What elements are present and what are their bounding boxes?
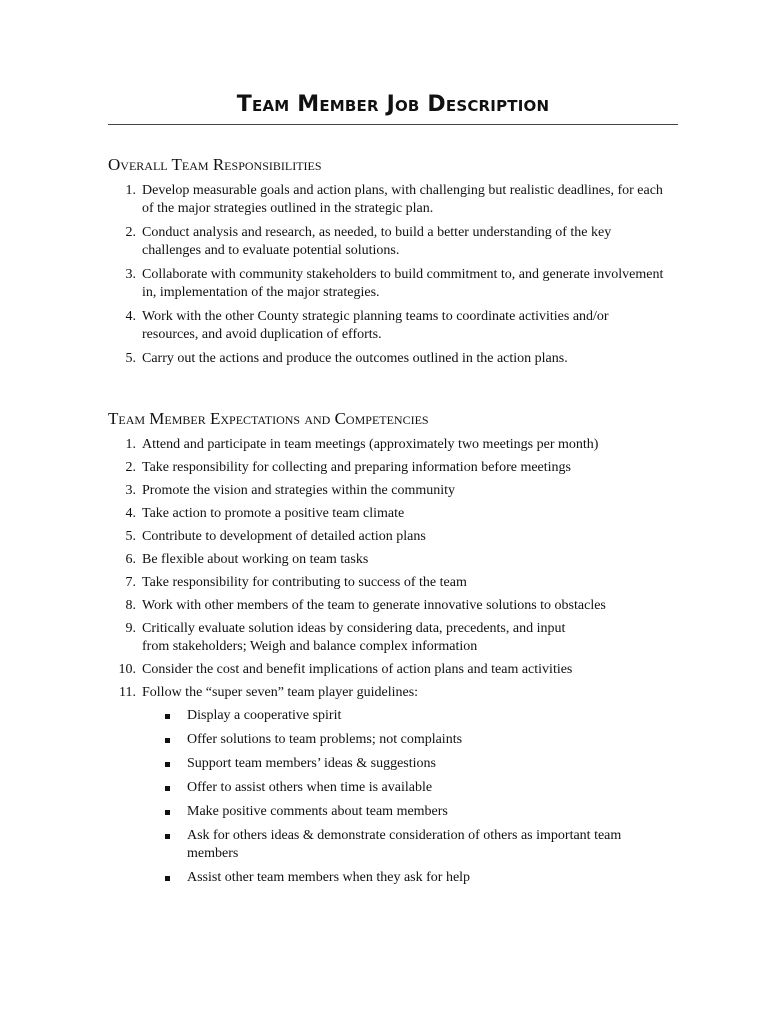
list-item-text: Take responsibility for contributing to success of the team — [142, 575, 467, 590]
list-item-text: Develop measurable goals and action plans, with challenging but realistic deadlines, for each of the major strategies outlined in the strategic plan. — [142, 183, 663, 216]
list-number: 6. — [125, 552, 136, 567]
square-bullet-icon — [165, 786, 170, 791]
list-item-text: Carry out the actions and produce the outcomes outlined in the action plans. — [142, 351, 568, 366]
list-item-text: Attend and participate in team meetings (approximately two meetings per month) — [142, 437, 599, 452]
super-seven-guidelines-list — [142, 707, 668, 887]
list-item-text: Work with other members of the team to generate innovative solutions to obstacles — [142, 598, 606, 613]
square-bullet-icon — [165, 714, 170, 719]
list-item — [108, 436, 668, 454]
list-item — [108, 482, 668, 500]
section-heading-expectations-competencies: Team Member Expectations and Competencies — [108, 409, 429, 428]
list-item — [108, 182, 668, 218]
section-heading-overall-responsibilities: Overall Team Responsibilities — [108, 155, 322, 174]
bullet-item — [142, 803, 668, 821]
list-item — [108, 574, 668, 592]
list-number: 9. — [125, 621, 136, 636]
overall-responsibilities-list — [108, 182, 668, 374]
square-bullet-icon — [165, 738, 170, 743]
bullet-item — [142, 755, 668, 773]
list-number: 1. — [125, 183, 136, 198]
bullet-item — [142, 779, 668, 797]
list-number: 3. — [125, 483, 136, 498]
list-item-text: Conduct analysis and research, as needed, to build a better understanding of the key challenges and to evaluate potential solutions. — [142, 225, 612, 258]
bullet-item-text: Ask for others ideas & demonstrate consideration of others as important team members — [187, 828, 622, 861]
list-item — [108, 684, 668, 887]
list-number: 8. — [125, 598, 136, 613]
list-item — [108, 597, 668, 615]
square-bullet-icon — [165, 762, 170, 767]
page-title: Team Member Job Description — [236, 92, 550, 117]
list-item-text: Contribute to development of detailed action plans — [142, 529, 426, 544]
list-item-text: Promote the vision and strategies within the community — [142, 483, 456, 498]
list-number: 4. — [125, 309, 136, 324]
list-item — [108, 224, 668, 260]
title-divider — [108, 124, 678, 125]
list-item — [108, 620, 668, 656]
bullet-item-text: Offer to assist others when time is available — [187, 780, 433, 795]
list-number: 2. — [125, 225, 136, 240]
list-number: 5. — [125, 351, 136, 366]
square-bullet-icon — [165, 810, 170, 815]
list-item — [108, 350, 668, 368]
list-number: 3. — [125, 267, 136, 282]
list-item-text: Take action to promote a positive team climate — [142, 506, 405, 521]
list-number: 1. — [125, 437, 136, 452]
list-item — [108, 266, 668, 302]
list-item-text: Consider the cost and benefit implications of action plans and team activities — [142, 662, 573, 677]
square-bullet-icon — [165, 876, 170, 881]
list-item-text: Critically evaluate solution ideas by considering data, precedents, and input from stakeholders; Weigh and balance complex information — [142, 621, 566, 654]
list-number: 11. — [119, 685, 136, 700]
bullet-item — [142, 869, 668, 887]
list-number: 5. — [125, 529, 136, 544]
list-item-text: Work with the other County strategic planning teams to coordinate activities and/or resources, and avoid duplication of efforts. — [142, 309, 609, 342]
list-item — [108, 661, 668, 679]
list-item — [108, 528, 668, 546]
square-bullet-icon — [165, 834, 170, 839]
list-number: 10. — [118, 662, 136, 677]
bullet-item — [142, 707, 668, 725]
list-item-text: Collaborate with community stakeholders to build commitment to, and generate involvement in, implementation of the major strategies. — [142, 267, 664, 300]
list-item-text: Be flexible about working on team tasks — [142, 552, 369, 567]
expectations-list — [108, 436, 668, 893]
bullet-item-text: Display a cooperative spirit — [187, 708, 342, 723]
bullet-item-text: Support team members’ ideas & suggestions — [187, 756, 436, 771]
list-item-text: Follow the “super seven” team player guidelines: — [142, 685, 419, 700]
list-number: 4. — [125, 506, 136, 521]
list-item — [108, 505, 668, 523]
list-item — [108, 551, 668, 569]
bullet-item-text: Offer solutions to team problems; not complaints — [187, 732, 463, 747]
list-number: 7. — [125, 575, 136, 590]
bullet-item-text: Make positive comments about team members — [187, 804, 448, 819]
bullet-item — [142, 827, 668, 863]
list-item — [108, 308, 668, 344]
bullet-item — [142, 731, 668, 749]
list-item — [108, 459, 668, 477]
list-item-text: Take responsibility for collecting and preparing information before meetings — [142, 460, 571, 475]
list-number: 2. — [125, 460, 136, 475]
bullet-item-text: Assist other team members when they ask for help — [187, 870, 471, 885]
